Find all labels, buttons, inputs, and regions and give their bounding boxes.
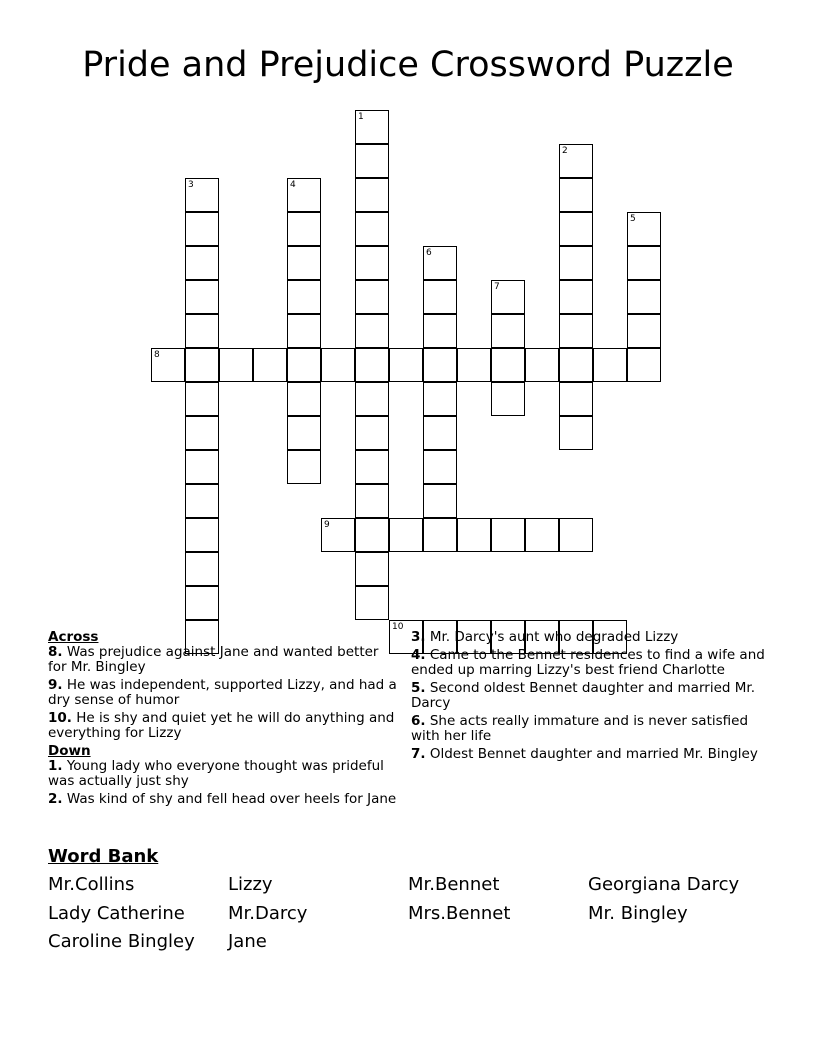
crossword-cell[interactable] bbox=[287, 382, 321, 416]
crossword-cell[interactable] bbox=[185, 314, 219, 348]
crossword-cell[interactable] bbox=[423, 348, 457, 382]
crossword-cell[interactable] bbox=[185, 518, 219, 552]
crossword-cell[interactable] bbox=[287, 450, 321, 484]
crossword-cell[interactable] bbox=[185, 280, 219, 314]
crossword-cell[interactable] bbox=[559, 144, 593, 178]
down-heading: Down bbox=[48, 743, 91, 759]
crossword-cell[interactable] bbox=[627, 348, 661, 382]
crossword-cell[interactable] bbox=[185, 586, 219, 620]
crossword-cell[interactable] bbox=[491, 348, 525, 382]
crossword-cell[interactable] bbox=[627, 212, 661, 246]
clues-left-column bbox=[48, 630, 398, 810]
clue-item bbox=[411, 648, 766, 678]
crossword-cell[interactable] bbox=[423, 518, 457, 552]
clue-item bbox=[48, 678, 398, 708]
crossword-cell[interactable] bbox=[355, 586, 389, 620]
crossword-cell[interactable] bbox=[185, 212, 219, 246]
crossword-cell[interactable] bbox=[355, 552, 389, 586]
crossword-cell[interactable] bbox=[457, 518, 491, 552]
clue-number: 3. bbox=[411, 629, 426, 645]
crossword-cell[interactable] bbox=[185, 246, 219, 280]
crossword-cell[interactable] bbox=[457, 348, 491, 382]
clue-number: 1. bbox=[48, 758, 63, 774]
across-heading: Across bbox=[48, 629, 99, 645]
clue-number-label: 8 bbox=[154, 350, 160, 360]
clue-text: She acts really immature and is never satisfied with her life bbox=[411, 713, 749, 744]
clue-text: Young lady who everyone thought was prideful was actually just shy bbox=[48, 758, 384, 789]
crossword-cell[interactable] bbox=[559, 348, 593, 382]
clue-item bbox=[48, 711, 398, 741]
crossword-cell[interactable] bbox=[525, 348, 559, 382]
crossword-cell[interactable] bbox=[185, 348, 219, 382]
crossword-cell[interactable] bbox=[355, 518, 389, 552]
word-bank-word: Mr.Collins bbox=[48, 874, 135, 895]
clue-text: Came to the Bennet residences to find a wife and ended up marring Lizzy's best friend Charlotte bbox=[411, 647, 765, 678]
clue-text: Second oldest Bennet daughter and married Mr. Darcy bbox=[411, 680, 755, 711]
clue-item bbox=[48, 792, 398, 807]
crossword-cell[interactable] bbox=[559, 212, 593, 246]
clue-item bbox=[48, 645, 398, 675]
crossword-cell[interactable] bbox=[627, 246, 661, 280]
word-bank-word: Caroline Bingley bbox=[48, 931, 195, 952]
crossword-cell[interactable] bbox=[355, 450, 389, 484]
word-bank-word: Mr.Bennet bbox=[408, 874, 500, 895]
crossword-cell[interactable] bbox=[355, 382, 389, 416]
clue-number: 7. bbox=[411, 746, 426, 762]
clue-number-label: 9 bbox=[324, 520, 330, 530]
clue-text: Mr. Darcy's aunt who degraded Lizzy bbox=[429, 629, 679, 645]
crossword-cell[interactable] bbox=[321, 518, 355, 552]
crossword-cell[interactable] bbox=[321, 348, 355, 382]
page-title: Pride and Prejudice Crossword Puzzle bbox=[82, 45, 734, 85]
word-bank-word: Mrs.Bennet bbox=[408, 903, 511, 924]
crossword-cell[interactable] bbox=[185, 552, 219, 586]
crossword-cell[interactable] bbox=[185, 450, 219, 484]
crossword-cell[interactable] bbox=[389, 348, 423, 382]
crossword-cell[interactable] bbox=[287, 280, 321, 314]
crossword-cell[interactable] bbox=[287, 416, 321, 450]
clue-number-label: 10 bbox=[392, 622, 404, 632]
crossword-cell[interactable] bbox=[423, 382, 457, 416]
crossword-cell[interactable] bbox=[423, 484, 457, 518]
clue-number-label: 7 bbox=[494, 282, 500, 292]
clues-right-column bbox=[411, 630, 766, 765]
crossword-cell[interactable] bbox=[491, 280, 525, 314]
crossword-cell[interactable] bbox=[355, 144, 389, 178]
down-clue-list-continued bbox=[411, 630, 766, 762]
crossword-cell[interactable] bbox=[559, 314, 593, 348]
crossword-cell[interactable] bbox=[423, 450, 457, 484]
crossword-cell[interactable] bbox=[287, 348, 321, 382]
crossword-cell[interactable] bbox=[185, 416, 219, 450]
crossword-cell[interactable] bbox=[355, 348, 389, 382]
crossword-cell[interactable] bbox=[355, 314, 389, 348]
word-bank-heading: Word Bank bbox=[48, 846, 159, 867]
crossword-cell[interactable] bbox=[423, 416, 457, 450]
crossword-cell[interactable] bbox=[355, 484, 389, 518]
clue-text: He is shy and quiet yet he will do anything and everything for Lizzy bbox=[48, 710, 395, 741]
across-clue-list bbox=[48, 645, 398, 741]
crossword-cell[interactable] bbox=[491, 518, 525, 552]
clue-item bbox=[411, 630, 766, 645]
word-bank-word: Mr.Darcy bbox=[228, 903, 308, 924]
clue-number-label: 2 bbox=[562, 146, 568, 156]
crossword-cell[interactable] bbox=[423, 246, 457, 280]
clue-text: Was kind of shy and fell head over heels for Jane bbox=[66, 791, 397, 807]
crossword-cell[interactable] bbox=[287, 314, 321, 348]
clue-item bbox=[411, 747, 766, 762]
crossword-cell[interactable] bbox=[355, 416, 389, 450]
crossword-cell[interactable] bbox=[355, 110, 389, 144]
crossword-cell[interactable] bbox=[219, 348, 253, 382]
crossword-cell[interactable] bbox=[559, 246, 593, 280]
clue-number: 6. bbox=[411, 713, 426, 729]
clue-number: 4. bbox=[411, 647, 426, 663]
crossword-cell[interactable] bbox=[185, 484, 219, 518]
crossword-cell[interactable] bbox=[355, 280, 389, 314]
word-bank-word: Jane bbox=[228, 931, 267, 952]
clue-number-label: 5 bbox=[630, 214, 636, 224]
crossword-cell[interactable] bbox=[423, 314, 457, 348]
crossword-cell[interactable] bbox=[185, 382, 219, 416]
word-bank-word: Georgiana Darcy bbox=[588, 874, 740, 895]
clue-number-label: 6 bbox=[426, 248, 432, 258]
word-bank-word: Mr. Bingley bbox=[588, 903, 688, 924]
clue-number: 2. bbox=[48, 791, 63, 807]
crossword-cell[interactable] bbox=[151, 348, 185, 382]
clue-item bbox=[48, 759, 398, 789]
crossword-cell[interactable] bbox=[491, 314, 525, 348]
clue-number-label: 1 bbox=[358, 112, 364, 122]
clue-number-label: 4 bbox=[290, 180, 296, 190]
crossword-cell[interactable] bbox=[559, 382, 593, 416]
crossword-cell[interactable] bbox=[559, 416, 593, 450]
crossword-cell[interactable] bbox=[355, 212, 389, 246]
crossword-cell[interactable] bbox=[355, 178, 389, 212]
crossword-cell[interactable] bbox=[287, 246, 321, 280]
crossword-cell[interactable] bbox=[559, 518, 593, 552]
word-bank-word: Lizzy bbox=[228, 874, 273, 895]
crossword-cell[interactable] bbox=[627, 280, 661, 314]
crossword-cell[interactable] bbox=[287, 178, 321, 212]
crossword-cell[interactable] bbox=[389, 518, 423, 552]
crossword-cell[interactable] bbox=[185, 178, 219, 212]
crossword-cell[interactable] bbox=[287, 212, 321, 246]
clue-item bbox=[411, 714, 766, 744]
crossword-cell[interactable] bbox=[559, 178, 593, 212]
crossword-cell[interactable] bbox=[593, 348, 627, 382]
crossword-cell[interactable] bbox=[525, 518, 559, 552]
clue-number-label: 3 bbox=[188, 180, 194, 190]
clue-number: 5. bbox=[411, 680, 426, 696]
crossword-cell[interactable] bbox=[627, 314, 661, 348]
clue-item bbox=[411, 681, 766, 711]
word-bank-word: Lady Catherine bbox=[48, 903, 185, 924]
crossword-cell[interactable] bbox=[355, 246, 389, 280]
down-clue-list bbox=[48, 759, 398, 807]
crossword-cell[interactable] bbox=[253, 348, 287, 382]
clue-number: 10. bbox=[48, 710, 72, 726]
crossword-cell[interactable] bbox=[491, 382, 525, 416]
clue-text: Oldest Bennet daughter and married Mr. Bingley bbox=[429, 746, 758, 762]
clue-number: 9. bbox=[48, 677, 63, 693]
crossword-cell[interactable] bbox=[423, 280, 457, 314]
clue-number: 8. bbox=[48, 644, 63, 660]
clue-text: He was independent, supported Lizzy, and had a dry sense of humor bbox=[48, 677, 397, 708]
crossword-cell[interactable] bbox=[559, 280, 593, 314]
clue-text: Was prejudice against Jane and wanted better for Mr. Bingley bbox=[48, 644, 379, 675]
